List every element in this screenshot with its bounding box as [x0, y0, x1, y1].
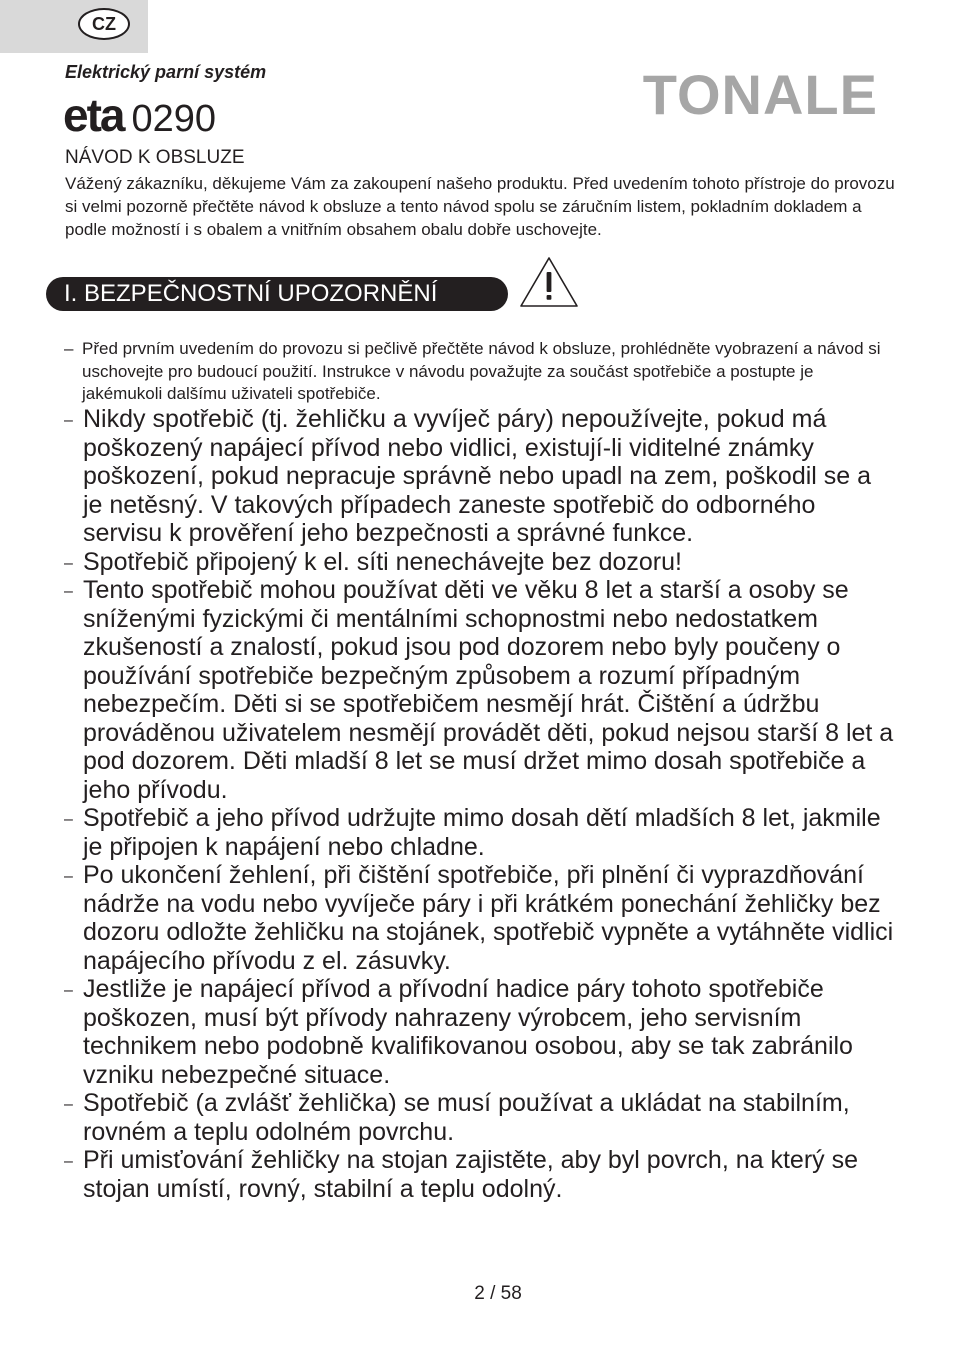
list-bullet: – [64, 1153, 73, 1170]
list-item [64, 576, 896, 804]
safety-list-small [64, 338, 896, 406]
list-bullet: – [64, 339, 74, 358]
list-bullet: – [64, 554, 73, 572]
warning-triangle-icon [519, 256, 579, 308]
list-item [64, 804, 896, 861]
product-name: TONALE [642, 63, 878, 126]
list-item-text: Před prvním uvedením do provozu si pečlivě přečtěte návod k obsluze, prohlédněte vyobrazení a návod si uschovejte pro budoucí použití. Instrukce v návodu považujte za součást spotřebiče a postupte je jakémukoli dalšímu uživateli spotřebiče. [82, 339, 881, 403]
brand-logo: eta [63, 89, 124, 141]
list-item [64, 1089, 896, 1146]
intro-paragraph: Vážený zákazníku, děkujeme Vám za zakoupení našeho produktu. Před uvedením tohoto přístroje do provozu si velmi pozorně přečtěte návod k obsluze a tento návod spolu se záručním listem, pokladním dokladem a podle možností i s obalem a vnitřním obsahem obalu dobře uschovejte. [65, 174, 895, 239]
list-bullet: – [64, 583, 73, 600]
list-item [64, 1146, 896, 1203]
list-bullet: – [64, 412, 73, 429]
manual-title: NÁVOD K OBSLUZE [65, 147, 245, 168]
list-bullet: – [64, 811, 73, 828]
language-badge: CZ [78, 8, 130, 40]
list-bullet: – [64, 982, 73, 999]
list-item-text: Nikdy spotřebič (tj. žehličku a vyvíječ páry) nepoužívejte, pokud má poškozený napájecí přívod nebo vidlici, existují-li viditelné známky poškození, pokud nepracuje správně nebo upadl na zem, poškodil se a je netěsný. V takových případech zaneste spotřebič do odborného servisu k prověření jeho bezpečnosti a správné funkce. [83, 405, 872, 547]
model-heading [63, 88, 216, 142]
list-item [64, 975, 896, 1089]
list-item-text: Spotřebič a jeho přívod udržujte mimo dosah dětí mladších 8 let, jakmile je připojen k napájení nebo chladne. [83, 804, 881, 861]
list-item [64, 405, 896, 548]
section-heading: I. BEZPEČNOSTNÍ UPOZORNĚNÍ [46, 277, 508, 311]
list-bullet: – [64, 1096, 73, 1113]
list-item-text: Jestliže je napájecí přívod a přívodní hadice páry tohoto spotřebiče poškozen, musí být přívody nahrazeny výrobcem, jeho servisním technikem nebo podobně kvalifikovanou osobou, aby se tak zabránilo vzniku nebezpečné situace. [83, 975, 853, 1089]
list-bullet: – [64, 868, 73, 885]
list-item [64, 861, 896, 975]
list-item-text: Spotřebič připojený k el. síti nenechávejte bez dozoru! [83, 547, 682, 576]
list-item [64, 548, 896, 577]
safety-list [64, 405, 896, 1203]
list-item-text: Tento spotřebič mohou používat děti ve věku 8 let a starší a osoby se sníženými fyzickými či mentálními schopnostmi nebo nedostatkem zkušeností a znalostí, pokud jsou pod dozorem nebo byly poučeny o používání spotřebiče bezpečným způsobem a rozumí případným nebezpečím. Děti si se spotřebičem nesmějí hrát. Čištění a údržbu prováděnou uživatelem nesmějí provádět děti, pokud nejsou starší 8 let a pod dozorem. Děti mladší 8 let se musí držet mimo dosah spotřebiče a jeho přívodu. [83, 576, 894, 804]
model-number: 0290 [131, 98, 217, 140]
list-item-text: Při umisťování žehličky na stojan zajistěte, aby byl povrch, na který se stojan umístí, rovný, stabilní a teplu odolný. [83, 1146, 858, 1203]
language-tab [0, 0, 148, 53]
list-item-text: Spotřebič (a zvlášť žehlička) se musí používat a ukládat na stabilním, rovném a teplu odolném povrchu. [83, 1089, 850, 1146]
page-number: 2 / 58 [474, 1283, 522, 1304]
product-subtitle: Elektrický parní systém [65, 62, 267, 82]
list-item-text: Po ukončení žehlení, při čištění spotřebiče, při plnění či vyprazdňování nádrže na vodu nebo vyvíječe páry i při krátkém ponechání žehličky bez dozoru odložte žehličku na stojánek, spotřebič vypněte a vytáhněte vidlici napájecího přívodu z el. zásuvky. [83, 861, 894, 975]
list-item [64, 338, 896, 406]
